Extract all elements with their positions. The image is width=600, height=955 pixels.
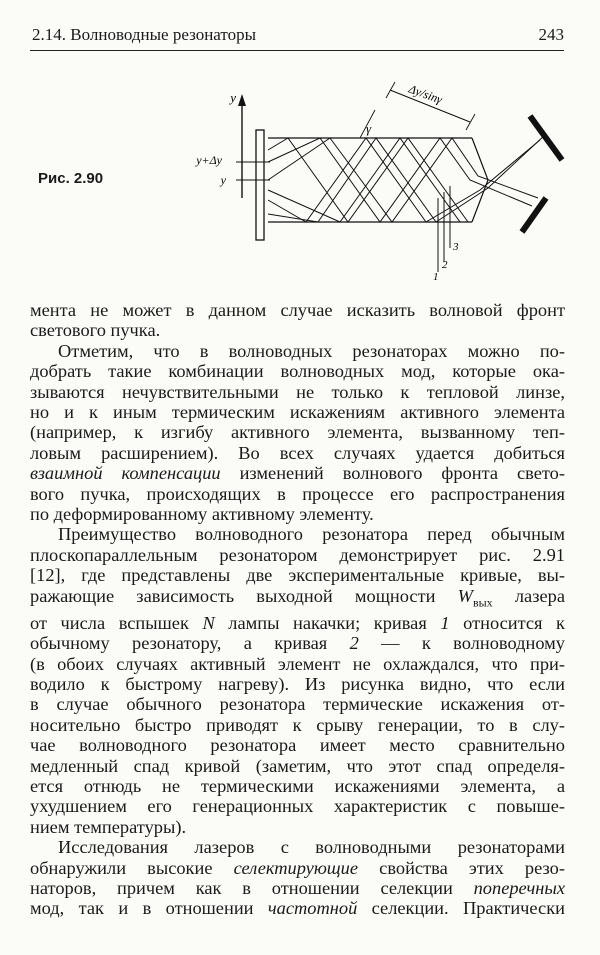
paragraph-1	[30, 300, 565, 341]
figure-caption: Рис. 2.90	[38, 170, 104, 187]
text-line: ется отнюдь не термическими искажениями элемента, а	[30, 776, 565, 797]
text-line: медленный спад кривой (заметим, что этот спад определя-	[30, 755, 565, 776]
page-number: 243	[538, 25, 564, 44]
text-line: по деформированному активному элементу.	[30, 504, 374, 525]
text-fragment: обнаружили высокие	[30, 857, 234, 878]
subscript-out: вых	[472, 595, 493, 610]
text-line: ловым расширением). Во всех случаях удается добиться	[30, 442, 565, 463]
symbol-W: W	[457, 585, 473, 606]
text-line: чае волноводного резонатора имеет место сравнительно	[30, 735, 565, 756]
text-line	[30, 858, 565, 878]
beam-2	[268, 138, 538, 222]
text-line: Отметим, что в волноводных резонаторах можно по-	[58, 340, 565, 361]
text-fragment: обычному резонатору, а кривая	[30, 633, 350, 654]
text-line: плоскопараллельным резонатором демонстрирует рис. 2.91	[30, 544, 565, 565]
left-mirror	[256, 130, 264, 240]
text-line: нием температуры).	[30, 816, 187, 837]
text-line	[30, 613, 565, 633]
text-line	[30, 633, 565, 653]
beam-paths	[268, 134, 546, 222]
text-line: но и к иным термическим искажениям активного элемента	[30, 402, 565, 423]
paragraph-2	[30, 341, 565, 525]
text-fragment: относится к	[449, 612, 565, 633]
text-line: светового пучка.	[30, 320, 161, 341]
text-fragment: наторов, причем как в отношении селекции	[30, 878, 474, 899]
text-fragment: — к волноводному	[358, 633, 565, 654]
curve-number-1: 1	[440, 612, 450, 633]
text-line: ухудшением его генерационных характеристик с повыше-	[30, 796, 565, 817]
text-line: [12], где представлены две экспериментальные кривые, вы-	[30, 565, 565, 586]
gamma-label: γ	[366, 121, 372, 136]
figure-2-90	[170, 80, 570, 285]
y-axis-arrow	[238, 94, 246, 106]
delta-label: Δy/sinγ	[406, 81, 445, 107]
delta-tick-left	[386, 82, 395, 98]
text-line: вого пучка, происходящих в процессе его распространения	[30, 483, 565, 504]
italic-term: взаимной компенсации	[30, 463, 221, 484]
text-fragment: от числа вспышек	[30, 612, 203, 633]
paragraph-4	[30, 837, 565, 919]
symbol-N: N	[202, 612, 215, 633]
text-fragment: мод, так и в отношении	[30, 898, 268, 919]
text-line: зываются нечувствительными не только к тепловой линзе,	[30, 381, 565, 402]
running-header	[30, 22, 564, 51]
text-line: (например, к изгибу активного элемента, вызванному теп-	[30, 422, 565, 443]
text-line: добрать такие комбинации волноводных мод, которые ока-	[30, 361, 565, 382]
text-fragment: ражающие зависимость выходной мощности	[30, 585, 458, 606]
body-text	[30, 300, 565, 919]
waveguide-resonator-diagram	[170, 80, 570, 285]
italic-term: селектирующие	[233, 857, 359, 878]
text-line	[30, 586, 565, 613]
label-2: 2	[442, 259, 448, 271]
text-fragment: селекции. Практически	[357, 898, 565, 919]
label-3: 3	[453, 241, 459, 253]
y-axis-label: y	[230, 90, 236, 105]
section-title: 2.14. Волноводные резонаторы	[32, 25, 257, 44]
label-1: 1	[433, 271, 439, 283]
right-mirror-upper	[530, 116, 562, 160]
text-fragment: изменений волнового фронта свето-	[220, 463, 565, 484]
text-fragment: лампы накачки; кривая	[214, 612, 441, 633]
text-line: в случае обычного резонатора термические искажения от-	[30, 694, 565, 715]
text-line: носительно быстро приводят к срыву генерации, то в слу-	[30, 714, 565, 735]
text-line: мента не может в данном случае исказить волновой фронт	[30, 300, 565, 320]
text-line: Преимущество волноводного резонатора перед обычным	[58, 524, 565, 545]
text-line: (в обоих случаях активный элемент не охлаждался, что при-	[30, 653, 565, 674]
curve-number-2: 2	[349, 633, 359, 654]
text-line	[30, 463, 565, 483]
label-y: y	[220, 173, 226, 187]
text-line	[30, 898, 565, 918]
delta-tick-right	[466, 114, 475, 130]
italic-term: поперечных	[473, 878, 565, 899]
text-line	[30, 878, 565, 898]
waveguide-end-face	[472, 138, 488, 222]
text-line: водило к быстрому нагреву). Из рисунка видно, что если	[30, 673, 565, 694]
label-y-plus-dy: y+Δy	[196, 153, 222, 167]
paragraph-3	[30, 524, 565, 837]
beam-3	[268, 138, 540, 222]
text-fragment: свойства этих резо-	[358, 857, 565, 878]
text-line: Исследования лазеров с волноводными резонаторами	[58, 837, 565, 858]
italic-term: частотной	[267, 898, 358, 919]
text-fragment: лазера	[492, 585, 565, 606]
